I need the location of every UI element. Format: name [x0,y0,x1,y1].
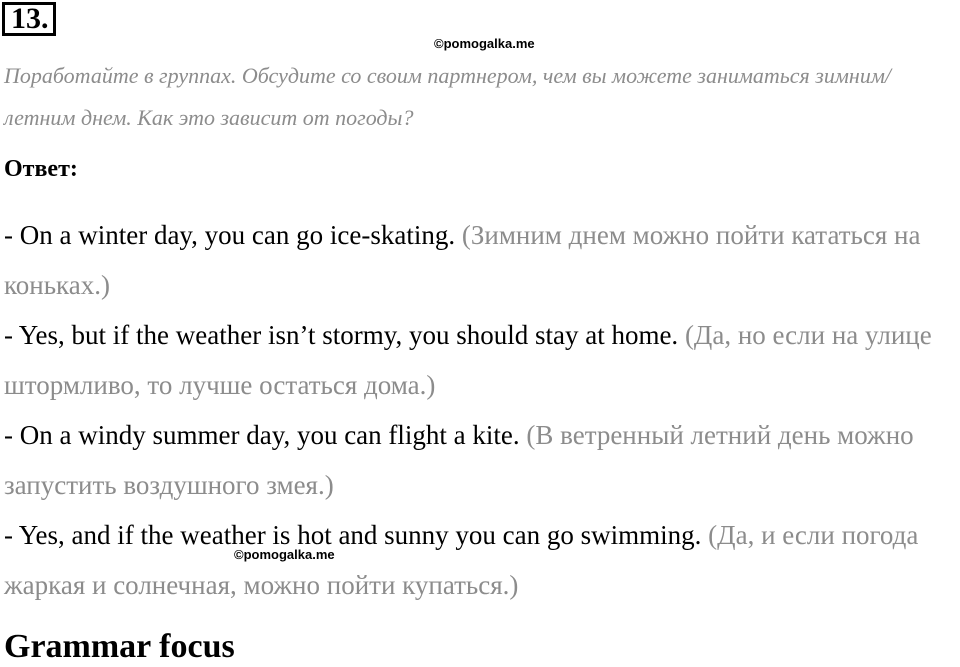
task-instruction: Поработайте в группах. Обсудите со своим партнером, чем вы можете заниматься зимним/летним днем. Как это зависит от погоды? [4,63,891,130]
answer-translation: (Да, и если погода жаркая и солнечная, можно пойти купаться.) [4,520,919,600]
task-number: 13. [2,2,56,36]
answer-translation: (Зимним днем можно пойти кататься на коньках.) [4,220,921,300]
answer-translation: (Да, но если на улице штормливо, то лучше остаться дома.) [4,320,932,400]
answer-english: - Yes, and if the weather is hot and sunny you can go swimming. [4,520,702,550]
watermark-top: ©pomogalka.me [434,36,535,51]
answer-item [4,410,960,510]
answer-translation: (В ветренный летний день можно запустить воздушного змея.) [4,420,914,500]
answer-item [4,210,960,310]
answer-item [4,510,960,610]
answer-label: Ответ: [4,156,78,182]
answer-english: - On a windy summer day, you can flight a kite. [4,420,520,450]
watermark-middle: ©pomogalka.me [234,547,335,562]
answer-english: - On a winter day, you can go ice-skating. [4,220,456,250]
answer-list [4,210,960,610]
answer-english: - Yes, but if the weather isn’t stormy, you should stay at home. [4,320,679,350]
answer-item [4,310,960,410]
section-title: Grammar focus [4,628,235,665]
